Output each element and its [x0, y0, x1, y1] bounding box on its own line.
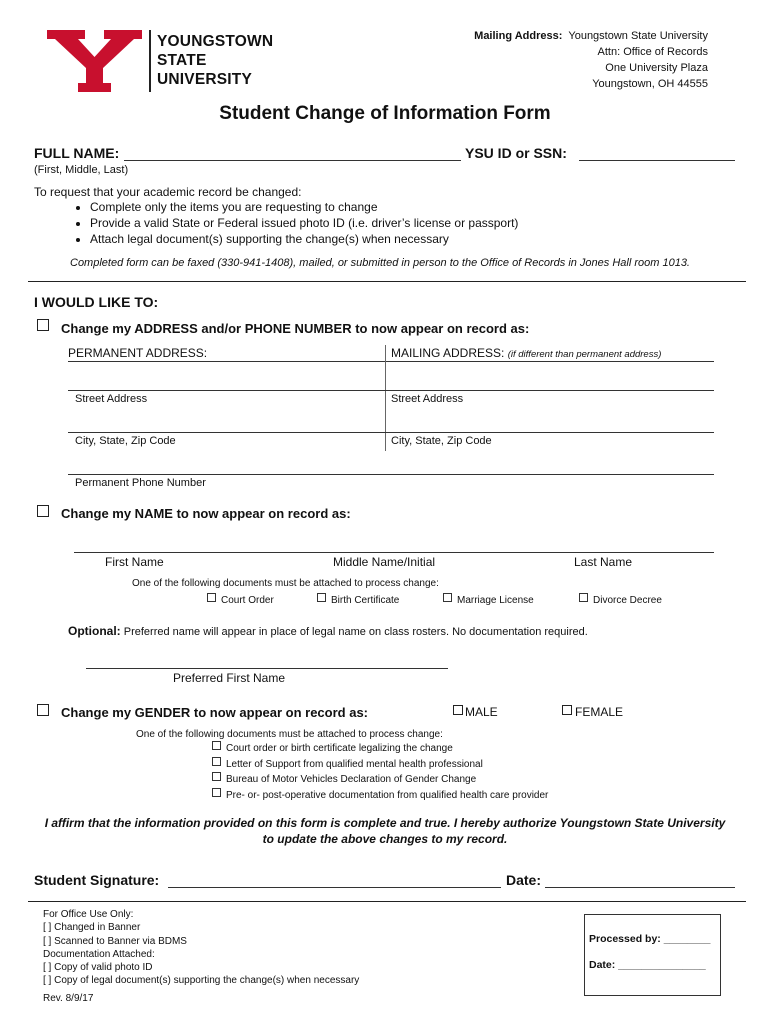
doc-option-birth-certificate — [317, 593, 399, 609]
office-divider — [28, 901, 746, 902]
office-date-label: Date: _______________ — [589, 959, 706, 971]
street-address-field[interactable] — [68, 390, 714, 391]
address-change-checkbox[interactable] — [37, 319, 49, 331]
mailing-address-block — [474, 28, 708, 92]
processed-by-box — [584, 914, 721, 996]
logo-line: UNIVERSITY — [157, 71, 253, 88]
phone-label: Permanent Phone Number — [75, 477, 206, 489]
mailing-address-label: Mailing Address: — [474, 30, 563, 42]
logo-divider — [149, 30, 151, 92]
address-change-title: Change my ADDRESS and/or PHONE NUMBER to now appear on record as: — [61, 321, 530, 336]
full-name-label: FULL NAME: — [34, 145, 120, 161]
processed-by-label: Processed by: ________ — [589, 933, 711, 945]
office-check-line: [ ] Changed in Banner — [43, 922, 141, 934]
office-doc-line: [ ] Copy of valid photo ID — [43, 962, 153, 974]
documentation-title: Documentation Attached: — [43, 948, 155, 960]
new-name-field[interactable] — [74, 552, 714, 553]
mailing-address-note: (if different than permanent address) — [507, 349, 662, 360]
city-label-mailing: City, State, Zip Code — [391, 435, 492, 447]
affirmation-line: I affirm that the information provided on this form is complete and true. I hereby authorize Youngstown State University — [44, 816, 726, 830]
doc-checkbox[interactable] — [212, 772, 221, 781]
preferred-name-field[interactable] — [86, 668, 448, 669]
section-heading: I WOULD LIKE TO: — [34, 294, 159, 310]
revision-date: Rev. 8/9/17 — [43, 992, 94, 1004]
list-item: • Attach legal document(s) supporting the change(s) when necessary — [90, 231, 518, 247]
doc-label: Marriage License — [457, 595, 534, 606]
preferred-name-label: Preferred First Name — [173, 671, 286, 685]
logo-line: STATE — [157, 52, 207, 69]
doc-label: Letter of Support from qualified mental health professional — [226, 758, 483, 770]
gender-change-title: Change my GENDER to now appear on record as: — [61, 705, 368, 720]
mailing-line: Attn: Office of Records — [597, 46, 708, 58]
doc-option-marriage-license — [443, 593, 534, 609]
student-signature-field[interactable] — [168, 887, 501, 888]
doc-checkbox[interactable] — [212, 788, 221, 797]
male-label: MALE — [465, 705, 498, 719]
male-checkbox[interactable] — [453, 705, 463, 715]
instructions-intro: To request that your academic record be changed: — [34, 185, 302, 199]
mailing-address-col-text: MAILING ADDRESS: — [391, 346, 505, 360]
city-label-permanent: City, State, Zip Code — [75, 435, 176, 447]
doc-label: Pre- or- post-operative documentation from qualified health care provider — [226, 789, 549, 801]
doc-option-divorce-decree — [579, 593, 662, 609]
affirmation-line: to update the above changes to my record. — [262, 832, 508, 846]
doc-checkbox[interactable] — [212, 757, 221, 766]
submission-note: Completed form can be faxed (330-941-1408), mailed, or submitted in person to the Office of Records in Jones Hall room 1013. — [70, 257, 690, 269]
female-checkbox[interactable] — [562, 705, 572, 715]
mailing-line: Youngstown, OH 44555 — [592, 78, 708, 90]
name-hint: (First, Middle, Last) — [34, 164, 129, 176]
doc-label: Bureau of Motor Vehicles Declaration of Gender Change — [226, 774, 477, 785]
full-name-field[interactable] — [124, 160, 461, 161]
section-divider — [28, 281, 746, 282]
office-use-title: For Office Use Only: — [43, 909, 134, 920]
optional-label: Optional: — [68, 624, 121, 638]
logo-line: YOUNGSTOWN — [157, 33, 274, 50]
doc-label: Court Order — [221, 595, 274, 606]
signature-date-field[interactable] — [545, 887, 735, 888]
office-use-block — [43, 908, 359, 1005]
mailing-line: One University Plaza — [605, 62, 708, 74]
doc-label: Divorce Decree — [593, 595, 662, 606]
name-change-title: Change my NAME to now appear on record as: — [61, 506, 351, 521]
doc-checkbox[interactable] — [579, 593, 588, 602]
first-name-label: First Name — [105, 555, 164, 569]
name-change-checkbox[interactable] — [37, 505, 49, 517]
logo-wordmark — [157, 32, 273, 89]
affirmation-statement — [0, 815, 770, 847]
signature-date-label: Date: — [506, 872, 542, 888]
ysu-logo-icon — [47, 30, 142, 92]
gender-doc-option — [212, 741, 548, 757]
doc-option-court-order — [207, 593, 274, 609]
gender-doc-option — [212, 757, 548, 773]
office-doc-line: [ ] Copy of legal document(s) supporting the change(s) when necessary — [43, 975, 360, 987]
gender-docs-intro: One of the following documents must be attached to process change: — [136, 729, 443, 740]
street-label-mailing: Street Address — [391, 393, 464, 405]
doc-label: Court order or birth certificate legalizing the change — [226, 743, 453, 754]
last-name-label: Last Name — [574, 555, 633, 569]
gender-doc-option — [212, 788, 548, 804]
ysu-id-field[interactable] — [579, 160, 735, 161]
permanent-address-label: PERMANENT ADDRESS: — [68, 346, 208, 360]
middle-name-label: Middle Name/Initial — [333, 555, 436, 569]
doc-checkbox[interactable] — [212, 741, 221, 750]
mailing-line: Youngstown State University — [568, 30, 708, 42]
doc-checkbox[interactable] — [317, 593, 326, 602]
name-docs-intro: One of the following documents must be attached to process change: — [132, 578, 439, 589]
office-check-line: [ ] Scanned to Banner via BDMS — [43, 935, 187, 947]
doc-label: Birth Certificate — [331, 595, 400, 606]
requirements-list — [50, 199, 518, 247]
optional-note — [68, 624, 588, 638]
mailing-address-col-label — [391, 346, 661, 360]
student-signature-label: Student Signature: — [34, 872, 160, 888]
list-item: • Complete only the items you are requesting to change — [90, 199, 518, 215]
doc-checkbox[interactable] — [207, 593, 216, 602]
gender-doc-options — [212, 741, 548, 803]
ysu-id-label: YSU ID or SSN: — [465, 145, 567, 161]
street-label-permanent: Street Address — [75, 393, 148, 405]
gender-change-checkbox[interactable] — [37, 704, 49, 716]
optional-text: Preferred name will appear in place of legal name on class rosters. No documentation required. — [123, 626, 588, 638]
list-item: • Provide a valid State or Federal issued photo ID (i.e. driver’s license or passport) — [90, 215, 518, 231]
gender-doc-option — [212, 772, 548, 788]
city-state-zip-field[interactable] — [68, 432, 714, 433]
page-title: Student Change of Information Form — [219, 103, 551, 124]
address-header-rule — [68, 361, 714, 362]
doc-checkbox[interactable] — [443, 593, 452, 602]
female-label: FEMALE — [575, 705, 624, 719]
phone-field[interactable] — [68, 474, 714, 475]
address-column-divider — [385, 345, 386, 451]
